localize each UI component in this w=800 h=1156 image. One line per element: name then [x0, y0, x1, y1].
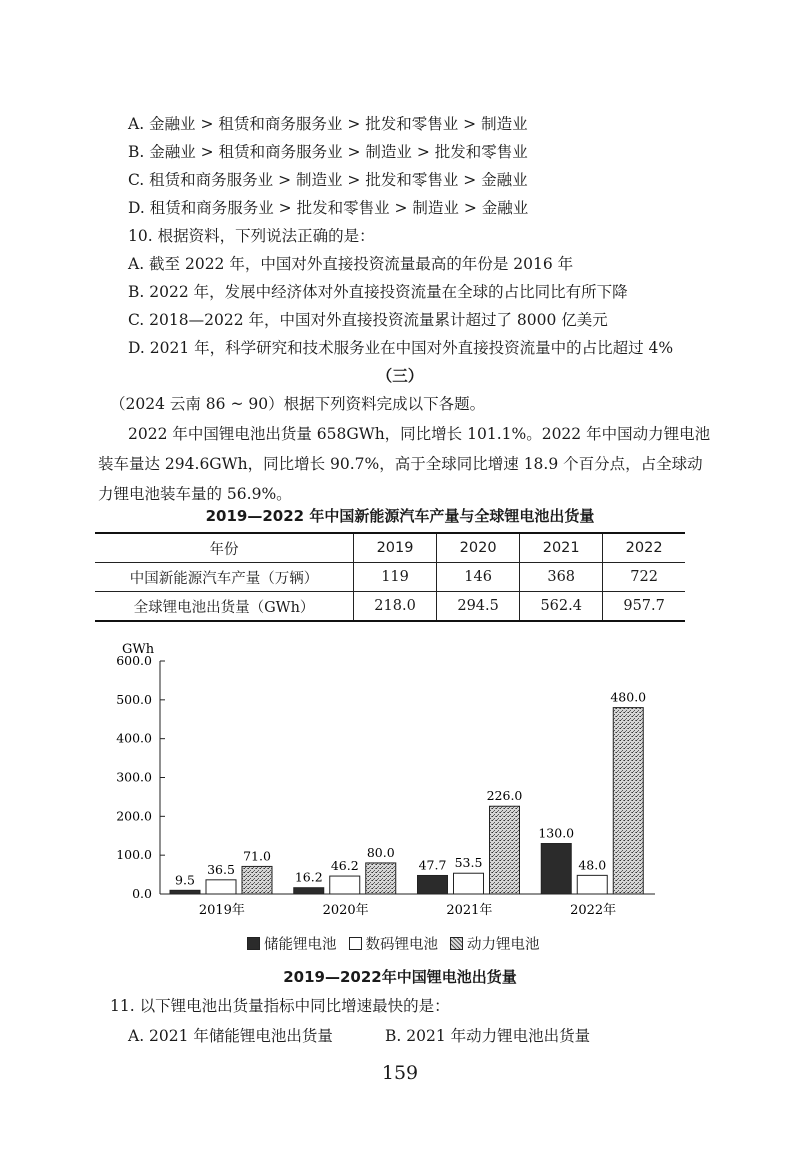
chart-caption: 2019—2022年中国锂电池出货量	[283, 968, 517, 986]
data-label: 36.5	[207, 861, 235, 877]
x-tick-label: 2021年	[446, 903, 493, 918]
table-title: 2019—2022 年中国新能源汽车产量与全球锂电池出货量	[205, 507, 595, 525]
bar-power	[490, 806, 520, 894]
y-axis-unit: GWh	[122, 642, 155, 657]
table-cell: 722	[603, 563, 685, 592]
data-label: 9.5	[175, 872, 195, 888]
y-tick-label: 100.0	[116, 847, 152, 863]
table-header-cell: 2022	[603, 533, 685, 563]
q10-option-b: B. 2022 年，发展中经济体对外直接投资流量在全球的占比同比有所下降	[128, 283, 628, 301]
legend-swatch-storage	[247, 937, 260, 950]
table-cell: 中国新能源汽车产量（万辆）	[95, 563, 354, 592]
bar-digital	[577, 875, 607, 894]
data-label: 480.0	[610, 689, 647, 705]
q11-option-b: B. 2021 年动力锂电池出货量	[385, 1027, 591, 1045]
table-cell: 368	[520, 563, 603, 592]
y-tick-label: 500.0	[116, 691, 152, 707]
paragraph-line-2: 装车量达 294.6GWh，同比增长 90.7%，高于全球同比增速 18.9 个百分点，占全球动	[98, 455, 703, 473]
q10-option-d: D. 2021 年，科学研究和技术服务业在中国对外直接投资流量中的占比超过 4%	[128, 339, 674, 357]
table-cell: 119	[354, 563, 437, 592]
y-tick-label: 300.0	[116, 769, 152, 785]
y-tick-label: 400.0	[116, 730, 152, 746]
table-header-cell: 2021	[520, 533, 603, 563]
q11-question: 11. 以下锂电池出货量指标中同比增速最快的是：	[110, 997, 450, 1015]
data-label: 48.0	[578, 857, 607, 873]
bar-power	[613, 708, 643, 894]
data-label: 46.2	[330, 858, 359, 874]
y-tick-label: 200.0	[116, 808, 152, 824]
bar-storage	[541, 844, 571, 894]
bar-digital	[330, 876, 360, 894]
bar-storage	[170, 890, 200, 894]
data-label: 80.0	[366, 844, 395, 860]
bar-digital	[206, 880, 236, 894]
legend-label-power: 动力锂电池	[467, 937, 540, 953]
chart-legend	[235, 933, 540, 954]
q10-option-a: A. 截至 2022 年，中国对外直接投资流量最高的年份是 2016 年	[128, 255, 574, 273]
q10-option-c: C. 2018—2022 年，中国对外直接投资流量累计超过了 8000 亿美元	[128, 311, 608, 329]
legend-swatch-power	[450, 937, 463, 950]
paragraph-line-1: 2022 年中国锂电池出货量 658GWh，同比增长 101.1%。2022 年中国动力锂电池	[128, 425, 711, 443]
data-label: 130.0	[538, 825, 575, 841]
q9-option-c: C. 租赁和商务服务业 > 制造业 > 批发和零售业 > 金融业	[128, 171, 528, 189]
page-number: 159	[381, 1062, 419, 1084]
table-cell: 146	[437, 563, 520, 592]
section-source: （2024 云南 86 ~ 90）根据下列资料完成以下各题。	[110, 395, 486, 413]
data-label: 47.7	[418, 857, 447, 873]
data-label: 53.5	[454, 855, 483, 871]
legend-label-digital: 数码锂电池	[365, 937, 438, 953]
bar-power	[242, 866, 272, 894]
q9-option-a: A. 金融业 > 租赁和商务服务业 > 批发和零售业 > 制造业	[128, 115, 528, 133]
y-tick-label: 0.0	[132, 886, 152, 901]
x-tick-label: 2019年	[198, 903, 245, 918]
data-label: 226.0	[486, 788, 523, 804]
paragraph-line-3: 力锂电池装车量的 56.9%。	[98, 485, 292, 503]
table-cell: 562.4	[520, 592, 603, 622]
data-label: 71.0	[243, 848, 271, 864]
table-cell: 294.5	[437, 592, 520, 622]
legend-label-storage: 储能锂电池	[264, 937, 337, 953]
q9-option-b: B. 金融业 > 租赁和商务服务业 > 制造业 > 批发和零售业	[128, 143, 528, 161]
y-tick-label: 600.0	[116, 653, 152, 668]
q10-question: 10. 根据资料，下列说法正确的是：	[128, 227, 375, 245]
table-cell: 957.7	[603, 592, 685, 622]
table-header-cell: 2019	[354, 533, 437, 563]
q9-option-d: D. 租赁和商务服务业 > 批发和零售业 > 制造业 > 金融业	[128, 199, 529, 217]
table-header-cell: 年份	[95, 533, 354, 563]
bar-storage	[294, 888, 324, 894]
bar-power	[366, 863, 396, 894]
q11-option-a: A. 2021 年储能锂电池出货量	[128, 1027, 333, 1045]
section-heading: （三）	[376, 366, 424, 385]
bar-digital	[454, 873, 484, 894]
bar-storage	[418, 875, 448, 894]
x-tick-label: 2022年	[570, 903, 617, 918]
x-tick-label: 2020年	[322, 903, 369, 918]
data-label: 16.2	[294, 869, 323, 885]
table-cell: 218.0	[354, 592, 437, 622]
table-header-cell: 2020	[437, 533, 520, 563]
table-cell: 全球锂电池出货量（GWh）	[95, 592, 354, 622]
legend-swatch-digital	[349, 937, 362, 950]
